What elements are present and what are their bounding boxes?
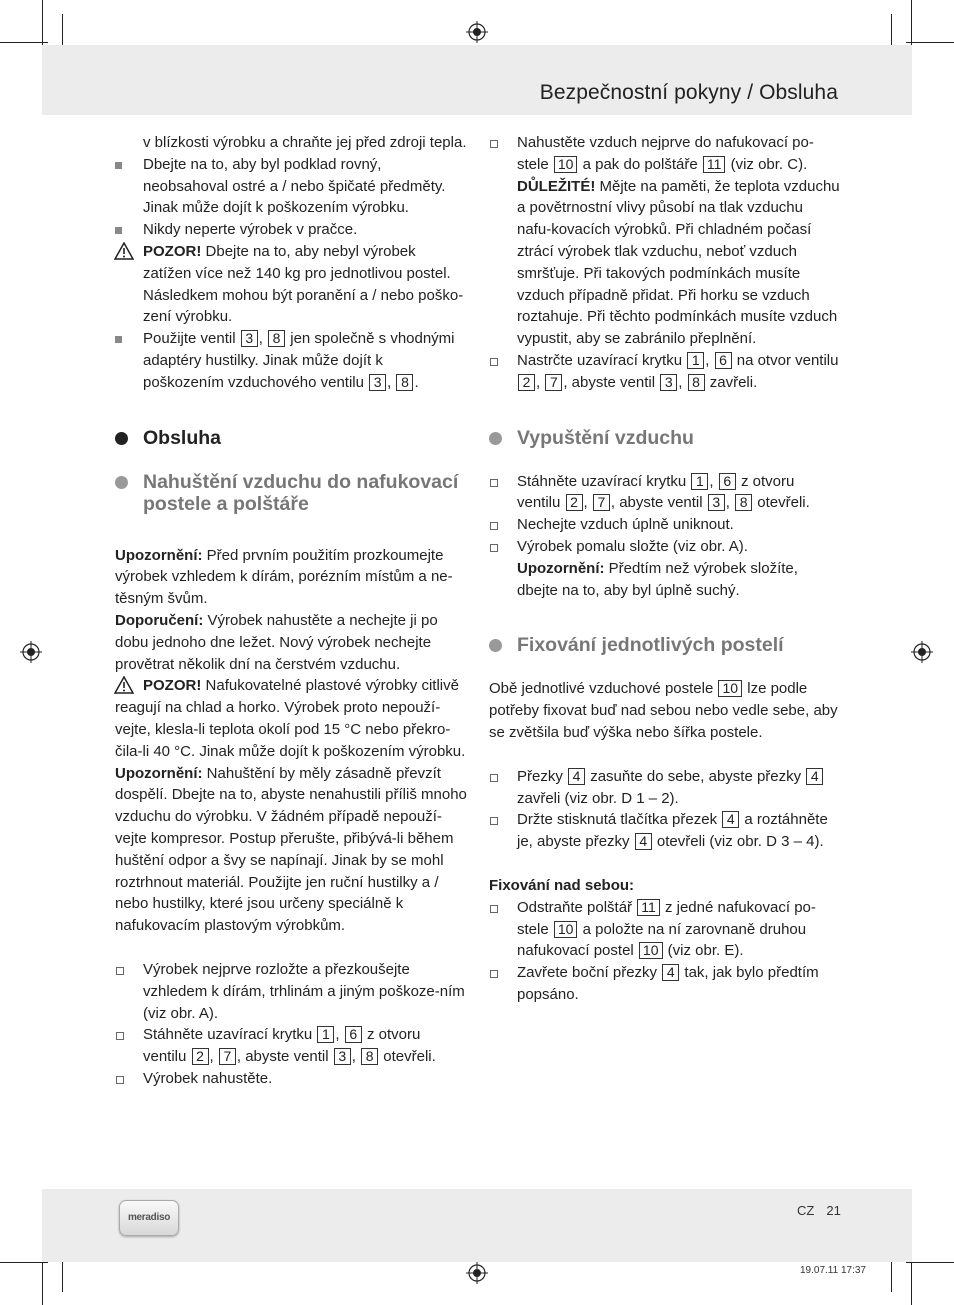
right-column — [489, 132, 841, 1006]
registration-mark-icon — [20, 641, 42, 663]
bullet-dot-icon — [115, 476, 128, 489]
crop-mark — [62, 14, 63, 48]
list-item: Dbejte na to, aby byl podklad rovný, neobsahoval ostré a / nebo špičaté předměty. Jinak může dojít k poškozením výrobku. — [115, 154, 467, 219]
warning-item: POZOR! Nafukovatelné plastové výrobky citlivě reagují na chlad a horko. Výrobek proto nepouží-vejte, klesla-li teplota okolí pod 15 °C nebo překro-čila-li 40 °C. Jinak může dojít k poškozením výrobku. — [115, 677, 466, 760]
part-number: 2 — [566, 494, 583, 511]
crop-mark — [891, 1258, 892, 1292]
checkbox-bullet-icon — [116, 1076, 124, 1084]
bullet-dot-icon — [115, 432, 128, 445]
section-heading: Obsluha — [115, 427, 467, 449]
crop-mark — [906, 1262, 954, 1263]
registration-mark-icon — [466, 21, 488, 43]
crop-mark — [62, 1258, 63, 1292]
part-number: 10 — [554, 921, 578, 938]
part-number: 7 — [593, 494, 610, 511]
bullet-dot-icon — [489, 432, 502, 445]
checkbox-bullet-icon — [490, 774, 498, 782]
part-number: 10 — [639, 942, 663, 959]
checkbox-bullet-icon — [490, 522, 498, 530]
part-number: 8 — [268, 330, 285, 347]
part-number: 6 — [715, 352, 732, 369]
part-number: 4 — [568, 768, 585, 785]
brand-logo: meradiso — [119, 1200, 179, 1236]
checkbox-bullet-icon — [490, 817, 498, 825]
step-item: Výrobek pomalu složte (viz obr. A). Upozornění: Předtím než výrobek složíte, dbejte na to, aby byl úplně suchý. — [489, 536, 841, 601]
part-number: 4 — [635, 833, 652, 850]
part-number: 6 — [719, 473, 736, 490]
step-item: Výrobek nahustěte. — [115, 1068, 467, 1090]
part-number: 2 — [192, 1048, 209, 1065]
page-number: CZ 21 — [797, 1203, 841, 1218]
section-heading: Fixování jednotlivých postelí — [489, 634, 841, 656]
part-number: 3 — [660, 374, 677, 391]
part-number: 4 — [722, 811, 739, 828]
part-number: 11 — [703, 156, 726, 173]
pozor-label: POZOR! — [143, 242, 202, 260]
step-item: Odstraňte polštář 11 z jedné nafukovací po-stele 10 a položte na ní zarovnaně druhou nafukovací postel 10 (viz obr. E). — [489, 897, 841, 962]
crop-mark — [906, 42, 954, 43]
part-number: 4 — [662, 964, 679, 981]
part-number: 1 — [317, 1026, 334, 1043]
part-number: 3 — [241, 330, 258, 347]
crop-mark — [891, 14, 892, 48]
part-number: 1 — [687, 352, 704, 369]
step-item: Nechejte vzduch úplně uniknout. — [489, 514, 841, 536]
step-item: Nastrčte uzavírací krytku 1 , 6 na otvor ventilu 2 , 7 , abyste ventil 3 , 8 zavřeli. — [489, 350, 841, 394]
bullet-dot-icon — [489, 639, 502, 652]
crop-mark — [0, 42, 48, 43]
part-number: 3 — [369, 374, 386, 391]
part-number: 11 — [637, 899, 660, 916]
paragraph: Doporučení: Výrobek nahustěte a nechejte ji po dobu jednoho dne ležet. Nový výrobek nechejte provětrat několik dní na čerstvém vzduchu. — [115, 611, 438, 673]
crop-mark — [911, 1258, 912, 1305]
paragraph: Obě jednotlivé vzduchové postele 10 lze podle potřeby fixovat buď nad sebou nebo vedle sebe, aby se zvětšila buď výška nebo šířka postele. — [489, 680, 838, 741]
part-number: 8 — [688, 374, 705, 391]
bullet-icon — [115, 227, 122, 234]
step-item: Stáhněte uzavírací krytku 1 , 6 z otvoru ventilu 2 , 7 , abyste ventil 3 , 8 otevřeli. — [489, 471, 841, 515]
checkbox-bullet-icon — [490, 905, 498, 913]
subheading: Fixování nad sebou: — [489, 876, 635, 894]
checkbox-bullet-icon — [490, 544, 498, 552]
checkbox-bullet-icon — [490, 140, 498, 148]
part-number: 6 — [345, 1026, 362, 1043]
list-item: v blízkosti výrobku a chraňte jej před zdroji tepla. — [143, 134, 467, 151]
part-number: 7 — [545, 374, 562, 391]
bullet-icon — [115, 336, 122, 343]
list-item: Použijte ventil 3 , 8 jen společně s vhodnými adaptéry hustilky. Jinak může dojít k poškozením vzduchového ventilu 3 , 8 . — [115, 328, 467, 393]
registration-mark-icon — [911, 641, 933, 663]
section-heading: Vypuštění vzduchu — [489, 427, 841, 449]
checkbox-bullet-icon — [490, 970, 498, 978]
checkbox-bullet-icon — [116, 1032, 124, 1040]
warning-triangle-icon — [114, 242, 134, 260]
warning-item: POZOR! Dbejte na to, aby nebyl výrobek zatížen více než 140 kg pro jednotlivou postel. Následkem mohou být poranění a / nebo poško-zení výrobku. — [115, 241, 467, 328]
checkbox-bullet-icon — [490, 479, 498, 487]
left-column — [115, 132, 467, 1090]
checkbox-bullet-icon — [116, 967, 124, 975]
step-item: Držte stisknutá tlačítka přezek 4 a roztáhněte je, abyste přezky 4 otevřeli (viz obr. D 3 – 4). — [489, 809, 841, 853]
page-title: Bezpečnostní pokyny / Obsluha — [539, 81, 838, 104]
registration-mark-icon — [466, 1262, 488, 1284]
step-item: Výrobek nejprve rozložte a přezkoušejte vzhledem k dírám, trhlinám a jiným poškoze-ním (viz obr. A). — [115, 959, 467, 1024]
crop-mark — [42, 1258, 43, 1305]
crop-mark — [42, 0, 43, 48]
step-item: Stáhněte uzavírací krytku 1 , 6 z otvoru ventilu 2 , 7 , abyste ventil 3 , 8 otevřeli. — [115, 1024, 467, 1068]
part-number: 10 — [718, 680, 742, 697]
part-number: 1 — [691, 473, 708, 490]
part-number: 8 — [735, 494, 752, 511]
step-item: Přezky 4 zasuňte do sebe, abyste přezky 4 zavřeli (viz obr. D 1 – 2). — [489, 766, 841, 810]
checkbox-bullet-icon — [490, 358, 498, 366]
part-number: 7 — [219, 1048, 236, 1065]
step-item: Zavřete boční přezky 4 tak, jak bylo předtím popsáno. — [489, 962, 841, 1006]
part-number: 3 — [708, 494, 725, 511]
crop-mark — [911, 0, 912, 48]
part-number: 8 — [396, 374, 413, 391]
part-number: 8 — [361, 1048, 378, 1065]
step-item: Nahustěte vzduch nejprve do nafukovací po-stele 10 a pak do polštáře 11 (viz obr. C). DŮLEŽITÉ! Mějte na paměti, že teplota vzduchu a povětrnostní vlivy působí na tlak vzduchu nafu-kovacích výrobků. Při chladném počasí ztrácí výrobek tlak vzduchu, neboť vzduch smršťuje. Při takových podmínkách musíte vzduch případně přidat. Při horku se vzduch roztahuje. Při těchto podmínkách musíte vzduch vypustit, aby se zabránilo přeplnění. — [489, 132, 841, 350]
part-number: 2 — [518, 374, 535, 391]
warning-triangle-icon — [114, 676, 134, 694]
paragraph: Upozornění: Nahuštění by měly zásadně převzít dospělí. Dbejte na to, abyste nenahustili příliš mnoho vzduchu do výrobku. V žádném případě nepouží-vejte kompresor. Postup přerušte, přibývá-li během huštění odpor a švy se napínají. Jinak by se mohl roztrhnout materiál. Použijte jen ruční hustilky a / nebo hustilky, které jsou určeny speciálně k nafukovacím plastovým výrobkům. — [115, 764, 467, 935]
part-number: 4 — [806, 768, 823, 785]
bullet-icon — [115, 162, 122, 169]
section-heading: Nahuštění vzduchu do nafukovací postele a polštáře — [115, 471, 467, 515]
part-number: 10 — [554, 156, 578, 173]
list-item: Nikdy neperte výrobek v pračce. — [115, 219, 467, 241]
part-number: 3 — [334, 1048, 351, 1065]
paragraph: Upozornění: Před prvním použitím prozkoumejte výrobek vzhledem k dírám, porézním místům a ne-těsným švům. — [115, 546, 453, 608]
print-timestamp: 19.07.11 17:37 — [800, 1265, 866, 1276]
crop-mark — [0, 1262, 48, 1263]
